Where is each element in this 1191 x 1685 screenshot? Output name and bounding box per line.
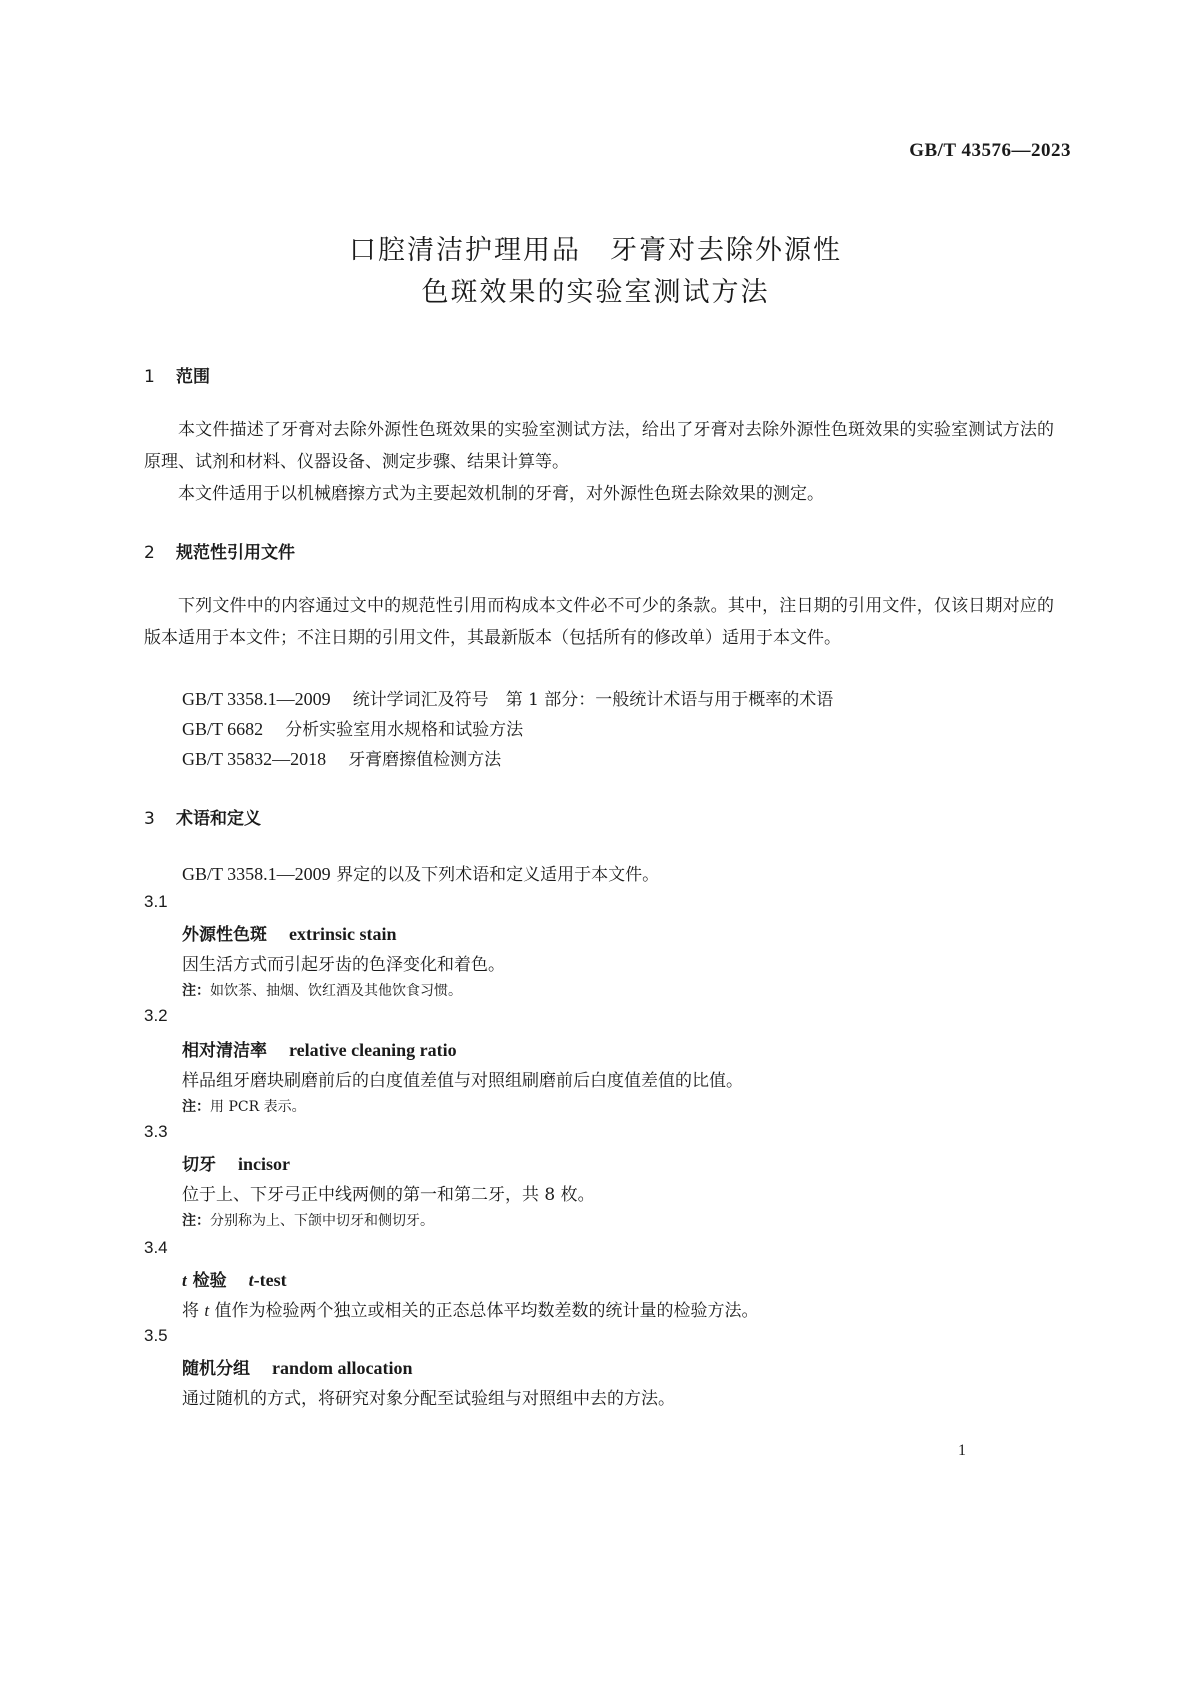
document-title-line-1: 口腔清洁护理用品 牙膏对去除外源性 bbox=[349, 235, 842, 266]
section-2-heading bbox=[144, 538, 295, 563]
term-note bbox=[182, 1096, 306, 1116]
normative-reference bbox=[182, 745, 501, 770]
term-en: extrinsic stain bbox=[289, 924, 397, 944]
term-heading bbox=[182, 1266, 287, 1291]
term-en: incisor bbox=[238, 1154, 290, 1174]
term-definition bbox=[182, 1296, 759, 1321]
note-label: 注： bbox=[182, 983, 210, 999]
section-title: 规范性引用文件 bbox=[176, 543, 295, 563]
term-heading bbox=[182, 920, 397, 945]
section-1-heading bbox=[144, 362, 210, 387]
reference-code: GB/T 35832—2018 bbox=[182, 749, 327, 769]
term-note bbox=[182, 980, 462, 1000]
reference-code: GB/T 3358.1—2009 bbox=[182, 864, 331, 884]
term-number: 3.5 bbox=[144, 1326, 168, 1345]
term-en: relative cleaning ratio bbox=[289, 1040, 457, 1060]
term-heading bbox=[182, 1036, 457, 1061]
reference-code: GB/T 6682 bbox=[182, 719, 264, 739]
term-zh: 随机分组 bbox=[182, 1359, 250, 1379]
page-number: 1 bbox=[958, 1442, 966, 1459]
note-label: 注： bbox=[182, 1213, 210, 1229]
section-number: 2 bbox=[144, 543, 155, 563]
term-number: 3.4 bbox=[144, 1238, 168, 1257]
term-heading bbox=[182, 1354, 413, 1379]
section-2-paragraph-1: 下列文件中的内容通过文中的规范性引用而构成本文件必不可少的条款。其中，注日期的引用文件，仅该日期对应的版本适用于本文件；不注日期的引用文件，其最新版本（包括所有的修改单）适用于本文件。 bbox=[144, 596, 1054, 648]
term-variable: t bbox=[182, 1271, 187, 1290]
term-definition: 位于上、下牙弓正中线两侧的第一和第二牙，共 8 枚。 bbox=[182, 1185, 595, 1205]
term-zh: 相对清洁率 bbox=[182, 1041, 267, 1061]
intro-text: 界定的以及下列术语和定义适用于本文件。 bbox=[336, 865, 660, 885]
normative-reference bbox=[182, 715, 523, 740]
term-number: 3.1 bbox=[144, 892, 168, 911]
note-text: 如饮茶、抽烟、饮红酒及其他饮食习惯。 bbox=[210, 983, 462, 999]
section-title: 术语和定义 bbox=[176, 809, 261, 829]
term-zh: 检验 bbox=[186, 1271, 227, 1291]
note-text: 分别称为上、下颌中切牙和侧切牙。 bbox=[210, 1213, 434, 1229]
note-label: 注： bbox=[182, 1099, 210, 1115]
normative-reference bbox=[182, 685, 833, 710]
reference-title: 分析实验室用水规格和试验方法 bbox=[285, 720, 524, 740]
term-note bbox=[182, 1210, 434, 1230]
reference-title: 牙膏磨擦值检测方法 bbox=[348, 750, 502, 770]
section-3-intro bbox=[182, 860, 659, 885]
term-zh: 外源性色斑 bbox=[182, 925, 267, 945]
reference-code: GB/T 3358.1—2009 bbox=[182, 689, 331, 709]
term-en: random allocation bbox=[272, 1358, 413, 1378]
term-definition: 通过随机的方式，将研究对象分配至试验组与对照组中去的方法。 bbox=[182, 1389, 675, 1409]
section-1-paragraph-1: 本文件描述了牙膏对去除外源性色斑效果的实验室测试方法，给出了牙膏对去除外源性色斑效果的实验室测试方法的原理、试剂和材料、仪器设备、测定步骤、结果计算等。 bbox=[144, 420, 1054, 472]
document-title-line-2: 色斑效果的实验室测试方法 bbox=[421, 277, 770, 308]
definition-text: 值作为检验两个独立或相关的正态总体平均数差数的统计量的检验方法。 bbox=[209, 1301, 759, 1321]
term-zh: 切牙 bbox=[182, 1155, 216, 1175]
definition-variable: t bbox=[204, 1301, 210, 1320]
term-definition: 样品组牙磨块刷磨前后的白度值差值与对照组刷磨前后白度值差值的比值。 bbox=[182, 1071, 743, 1091]
section-number: 1 bbox=[144, 367, 155, 387]
term-definition: 因生活方式而引起牙齿的色泽变化和着色。 bbox=[182, 955, 505, 975]
term-variable: t bbox=[248, 1270, 254, 1290]
section-1-paragraph-2: 本文件适用于以机械磨擦方式为主要起效机制的牙膏，对外源性色斑去除效果的测定。 bbox=[178, 484, 824, 504]
section-3-heading bbox=[144, 804, 261, 829]
reference-title: 统计学词汇及符号 第 1 部分：一般统计术语与用于概率的术语 bbox=[352, 690, 834, 710]
note-text: 用 PCR 表示。 bbox=[210, 1099, 306, 1115]
term-en: -test bbox=[253, 1270, 287, 1290]
section-title: 范围 bbox=[176, 367, 210, 387]
standard-code: GB/T 43576—2023 bbox=[909, 140, 1071, 161]
term-number: 3.3 bbox=[144, 1122, 168, 1141]
definition-prefix: 将 bbox=[182, 1301, 205, 1321]
term-number: 3.2 bbox=[144, 1006, 168, 1025]
section-number: 3 bbox=[144, 809, 155, 829]
term-heading bbox=[182, 1150, 290, 1175]
